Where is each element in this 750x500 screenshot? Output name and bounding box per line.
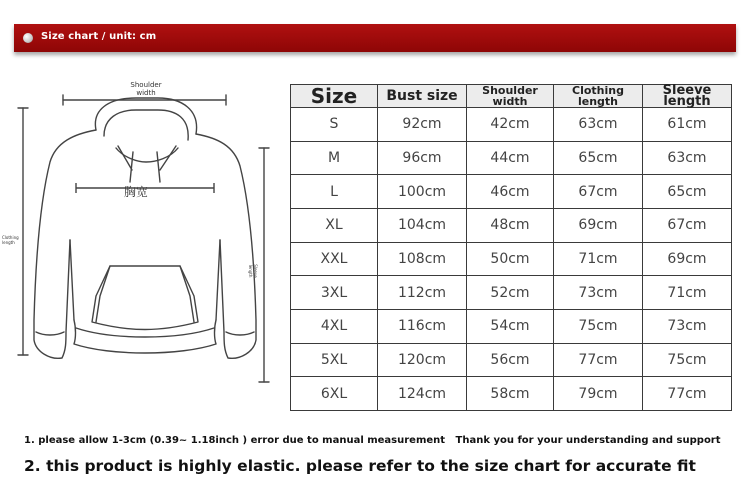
cell-bust: 116cm [378, 309, 467, 343]
cell-bust: 92cm [378, 108, 467, 142]
cell-shoulder: 42cm [467, 108, 554, 142]
header-size: Size [291, 85, 378, 108]
cell-clothing: 75cm [554, 309, 643, 343]
elasticity-note: 2. this product is highly elastic. please refer to the size chart for accurate fit [24, 457, 696, 475]
chest-width-label: 胸宽 [124, 185, 149, 199]
header-banner [14, 24, 736, 52]
cell-shoulder: 46cm [467, 175, 554, 209]
cell-size: 4XL [291, 309, 378, 343]
cell-clothing: 65cm [554, 141, 643, 175]
cell-bust: 96cm [378, 141, 467, 175]
cell-sleeve: 71cm [643, 276, 732, 310]
header-sleeve-length: Sleeve length [643, 85, 732, 108]
size-chart-table [290, 84, 732, 411]
cell-clothing: 71cm [554, 242, 643, 276]
header-clothing-length: Clothing length [554, 85, 643, 108]
cell-shoulder: 44cm [467, 141, 554, 175]
table-row [291, 208, 732, 242]
hoodie-figure [0, 70, 285, 400]
cell-clothing: 63cm [554, 108, 643, 142]
table-row [291, 175, 732, 209]
cell-size: L [291, 175, 378, 209]
cell-clothing: 67cm [554, 175, 643, 209]
table-row [291, 276, 732, 310]
cell-size: 3XL [291, 276, 378, 310]
cell-size: 6XL [291, 377, 378, 411]
cell-bust: 100cm [378, 175, 467, 209]
cell-shoulder: 56cm [467, 343, 554, 377]
cell-size: S [291, 108, 378, 142]
cell-sleeve: 61cm [643, 108, 732, 142]
cell-shoulder: 54cm [467, 309, 554, 343]
cell-clothing: 73cm [554, 276, 643, 310]
sleeve-length-label: Sleeve length [248, 264, 258, 278]
table-row [291, 108, 732, 142]
cell-sleeve: 63cm [643, 141, 732, 175]
table-row [291, 343, 732, 377]
cell-size: M [291, 141, 378, 175]
cell-sleeve: 65cm [643, 175, 732, 209]
cell-sleeve: 67cm [643, 208, 732, 242]
banner-title: Size chart / unit: cm [41, 31, 157, 42]
cell-shoulder: 48cm [467, 208, 554, 242]
cell-bust: 104cm [378, 208, 467, 242]
table-row [291, 141, 732, 175]
cell-bust: 112cm [378, 276, 467, 310]
cell-size: XL [291, 208, 378, 242]
cell-shoulder: 52cm [467, 276, 554, 310]
table-row [291, 377, 732, 411]
cell-sleeve: 73cm [643, 309, 732, 343]
cell-sleeve: 69cm [643, 242, 732, 276]
header-shoulder-width: Shoulder width [467, 85, 554, 108]
cell-bust: 108cm [378, 242, 467, 276]
clothing-length-label: Clothing length [2, 235, 19, 245]
cell-bust: 124cm [378, 377, 467, 411]
shoulder-width-label: Shoulder width [130, 81, 162, 97]
cell-clothing: 69cm [554, 208, 643, 242]
cell-clothing: 77cm [554, 343, 643, 377]
bullet-icon [23, 33, 33, 43]
hoodie-illustration [0, 70, 285, 400]
header-bust-size: Bust size [378, 85, 467, 108]
table-row [291, 242, 732, 276]
cell-clothing: 79cm [554, 377, 643, 411]
cell-sleeve: 75cm [643, 343, 732, 377]
cell-size: 5XL [291, 343, 378, 377]
cell-bust: 120cm [378, 343, 467, 377]
cell-shoulder: 58cm [467, 377, 554, 411]
table-header-row [291, 85, 732, 108]
cell-size: XXL [291, 242, 378, 276]
table-row [291, 309, 732, 343]
measurement-note: 1. please allow 1-3cm (0.39~ 1.18inch ) error due to manual measurement Thank you for your understanding and support [24, 435, 721, 446]
cell-sleeve: 77cm [643, 377, 732, 411]
cell-shoulder: 50cm [467, 242, 554, 276]
